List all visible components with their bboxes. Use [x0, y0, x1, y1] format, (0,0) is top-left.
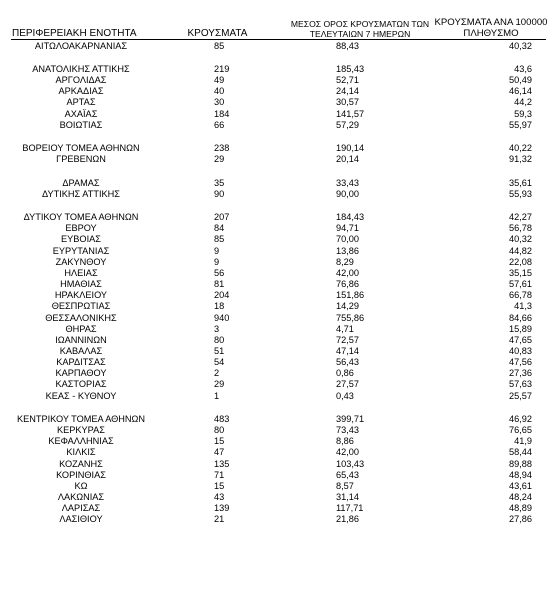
cell-cases-per-100000: 89,88: [509, 458, 532, 469]
cell-cases-per-100000: 40,83: [509, 345, 532, 356]
table-row: [0, 143, 557, 155]
cell-region: ΚΙΛΚΙΣ: [66, 447, 96, 458]
cell-cases-per-100000: 46,14: [509, 86, 532, 97]
cell-weekly-average: 42,00: [336, 447, 359, 458]
cell-cases-per-100000: 48,24: [509, 492, 532, 503]
table-row: [0, 212, 557, 224]
cell-region: ΒΟΙΩΤΙΑΣ: [59, 119, 103, 130]
table-row: [0, 346, 557, 358]
table-row: [0, 109, 557, 121]
cell-region: ΑΡΓΟΛΙΔΑΣ: [55, 75, 107, 86]
cell-cases: 51: [214, 345, 225, 356]
table-row: [0, 357, 557, 369]
cell-weekly-average: 70,00: [336, 234, 359, 245]
cell-weekly-average: 72,57: [336, 334, 359, 345]
cell-cases: 30: [214, 97, 225, 108]
cell-region: ΕΒΡΟΥ: [65, 223, 97, 234]
cell-cases-per-100000: 44,82: [509, 245, 532, 256]
table-row: [0, 189, 557, 201]
cell-cases: 15: [214, 480, 225, 491]
cell-region: ΖΑΚΥΝΘΟΥ: [55, 256, 107, 267]
cell-region: ΚΟΖΑΝΗΣ: [59, 458, 103, 469]
table-row: [0, 178, 557, 190]
cell-cases: 85: [214, 234, 225, 245]
cell-weekly-average: 141,57: [336, 108, 365, 119]
cell-cases-per-100000: 48,94: [509, 469, 532, 480]
table-row: [0, 335, 557, 347]
cell-weekly-average: 33,43: [336, 177, 359, 188]
cell-cases-per-100000: 55,93: [509, 188, 532, 199]
table-row: [0, 379, 557, 391]
cell-cases-per-100000: 47,56: [509, 357, 532, 368]
cell-weekly-average: 20,14: [336, 154, 359, 165]
cell-cases: 43: [214, 492, 225, 503]
cell-cases-per-100000: 56,78: [509, 223, 532, 234]
cell-cases-per-100000: 22,08: [509, 256, 532, 267]
cell-cases: 219: [214, 63, 230, 74]
cell-cases-per-100000: 47,65: [509, 334, 532, 345]
cell-region: ΕΥΡΥΤΑΝΙΑΣ: [52, 245, 110, 256]
table-row: [0, 313, 557, 325]
cell-region: ΚΑΡΠΑΘΟΥ: [55, 368, 107, 379]
header-region-label: ΠΕΡΙΦΕΡΕΙΑΚΗ ΕΝΟΤΗΤΑ: [12, 28, 137, 39]
cell-weekly-average: 4,71: [336, 323, 354, 334]
cell-weekly-average: 190,14: [336, 143, 365, 154]
cell-weekly-average: 88,43: [336, 40, 359, 51]
cell-region: ΕΥΒΟΙΑΣ: [61, 234, 101, 245]
cell-weekly-average: 47,14: [336, 345, 359, 356]
cell-cases: 90: [214, 188, 225, 199]
cell-region: ΚΕΝΤΡΙΚΟΥ ΤΟΜΕΑ ΑΘΗΝΩΝ: [16, 413, 146, 424]
cell-cases-per-100000: 66,78: [509, 290, 532, 301]
cell-cases: 35: [214, 177, 225, 188]
cell-cases-per-100000: 76,65: [509, 425, 532, 436]
cell-weekly-average: 42,00: [336, 267, 359, 278]
cell-cases: 15: [214, 436, 225, 447]
cell-weekly-average: 0,86: [336, 368, 354, 379]
cell-weekly-average: 56,43: [336, 357, 359, 368]
cell-region: ΚΑΡΔΙΤΣΑΣ: [56, 357, 106, 368]
cell-cases: 80: [214, 425, 225, 436]
header-cases-label: ΚΡΟΥΣΜΑΤΑ: [187, 28, 248, 39]
table-row: [0, 234, 557, 246]
table-row: [0, 290, 557, 302]
cell-cases-per-100000: 41,3: [514, 301, 532, 312]
cell-cases-per-100000: 91,32: [509, 154, 532, 165]
cell-cases-per-100000: 57,63: [509, 379, 532, 390]
cell-region: ΚΟΡΙΝΘΙΑΣ: [56, 469, 106, 480]
cell-region: ΘΕΣΣΑΛΟΝΙΚΗΣ: [45, 312, 117, 323]
table-row: [0, 86, 557, 98]
header-weekly-average: [280, 19, 440, 39]
cell-region: ΑΡΤΑΣ: [66, 97, 96, 108]
cell-region: ΘΕΣΠΡΩΤΙΑΣ: [51, 301, 111, 312]
cell-cases-per-100000: 59,3: [514, 108, 532, 119]
cell-region: ΗΛΕΙΑΣ: [64, 267, 98, 278]
cell-weekly-average: 31,14: [336, 492, 359, 503]
table-row: [0, 436, 557, 448]
cell-weekly-average: 8,86: [336, 436, 354, 447]
cell-weekly-average: 52,71: [336, 75, 359, 86]
cell-cases: 54: [214, 357, 225, 368]
cell-cases-per-100000: 43,61: [509, 480, 532, 491]
cell-cases: 47: [214, 447, 225, 458]
table-row: [0, 257, 557, 269]
table-row: [0, 324, 557, 336]
table-row: [0, 481, 557, 493]
cell-weekly-average: 76,86: [336, 279, 359, 290]
table-row: [0, 425, 557, 437]
header-cases-per-100000-line1: ΚΡΟΥΣΜΑΤΑ ΑΝΑ 100000: [434, 17, 548, 28]
cell-region: ΛΑΡΙΣΑΣ: [61, 503, 101, 514]
cell-region: ΔΥΤΙΚΗΣ ΑΤΤΙΚΗΣ: [42, 188, 120, 199]
cell-region: ΔΥΤΙΚΟΥ ΤΟΜΕΑ ΑΘΗΝΩΝ: [23, 212, 139, 223]
cell-cases-per-100000: 41,9: [514, 436, 532, 447]
cell-weekly-average: 65,43: [336, 469, 359, 480]
cell-region: ΚΕΡΚΥΡΑΣ: [57, 425, 105, 436]
cell-weekly-average: 399,71: [336, 413, 365, 424]
table-row: [0, 120, 557, 132]
table-row: [0, 301, 557, 313]
table-row: [0, 368, 557, 380]
table-row: [0, 492, 557, 504]
table-row: [0, 154, 557, 166]
cell-cases: 85: [214, 40, 225, 51]
cell-cases: 483: [214, 413, 230, 424]
cell-region: ΑΙΤΩΛΟΑΚΑΡΝΑΝΙΑΣ: [34, 40, 128, 51]
cell-weekly-average: 21,86: [336, 514, 359, 525]
cell-cases: 21: [214, 514, 225, 525]
cell-region: ΗΡΑΚΛΕΙΟΥ: [54, 290, 108, 301]
cell-cases-per-100000: 40,32: [509, 234, 532, 245]
cell-region: ΓΡΕΒΕΝΩΝ: [56, 154, 106, 165]
cell-cases: 40: [214, 86, 225, 97]
cell-cases: 9: [214, 256, 220, 267]
cell-cases: 71: [214, 469, 225, 480]
table-row: [0, 503, 557, 515]
cell-cases: 238: [214, 143, 230, 154]
table-row: [0, 459, 557, 471]
cell-cases-per-100000: 55,97: [509, 119, 532, 130]
cell-region: ΑΧΑΪΑΣ: [64, 108, 98, 119]
cell-weekly-average: 57,29: [336, 119, 359, 130]
cell-region: ΔΡΑΜΑΣ: [62, 177, 100, 188]
cell-cases-per-100000: 57,61: [509, 279, 532, 290]
table-row: [0, 64, 557, 76]
cell-weekly-average: 185,43: [336, 63, 365, 74]
header-weekly-average-line2: ΤΕΛΕΥΤΑΙΩΝ 7 ΗΜΕΡΩΝ: [309, 29, 411, 39]
cell-cases-per-100000: 84,66: [509, 312, 532, 323]
table-row: [0, 246, 557, 258]
cell-cases: 9: [214, 245, 220, 256]
cell-cases-per-100000: 27,36: [509, 368, 532, 379]
cell-cases: 184: [214, 108, 230, 119]
cell-weekly-average: 13,86: [336, 245, 359, 256]
cell-weekly-average: 103,43: [336, 458, 365, 469]
cell-region: ΚΑΣΤΟΡΙΑΣ: [55, 379, 107, 390]
cell-cases: 135: [214, 458, 230, 469]
cell-cases: 940: [214, 312, 230, 323]
cell-weekly-average: 8,57: [336, 480, 354, 491]
cell-cases: 49: [214, 75, 225, 86]
table-row: [0, 75, 557, 87]
table-row: [0, 41, 557, 53]
cell-region: ΛΑΚΩΝΙΑΣ: [57, 492, 105, 503]
cell-region: ΚΕΑΣ - ΚΥΘΝΟΥ: [45, 390, 117, 401]
table-row: [0, 268, 557, 280]
cell-region: ΛΑΣΙΘΙΟΥ: [59, 514, 103, 525]
cell-cases: 80: [214, 334, 225, 345]
cell-cases: 84: [214, 223, 225, 234]
cell-weekly-average: 30,57: [336, 97, 359, 108]
table-row: [0, 470, 557, 482]
cell-cases: 56: [214, 267, 225, 278]
header-cases-per-100000: [432, 18, 550, 39]
cell-cases: 29: [214, 379, 225, 390]
cell-weekly-average: 73,43: [336, 425, 359, 436]
cell-region: ΙΩΑΝΝΙΝΩΝ: [55, 334, 107, 345]
cell-region: ΚΑΒΑΛΑΣ: [59, 345, 103, 356]
cell-cases-per-100000: 27,86: [509, 514, 532, 525]
cell-cases: 139: [214, 503, 230, 514]
cell-cases-per-100000: 25,57: [509, 390, 532, 401]
cell-cases: 66: [214, 119, 225, 130]
cell-cases: 204: [214, 290, 230, 301]
cell-cases-per-100000: 35,15: [509, 267, 532, 278]
table-row: [0, 414, 557, 426]
cell-region: ΘΗΡΑΣ: [65, 323, 97, 334]
cell-weekly-average: 151,86: [336, 290, 365, 301]
cell-cases: 2: [214, 368, 220, 379]
cell-cases-per-100000: 44,2: [514, 97, 532, 108]
cell-weekly-average: 8,29: [336, 256, 354, 267]
cell-cases: 3: [214, 323, 220, 334]
cell-weekly-average: 184,43: [336, 212, 365, 223]
cell-cases-per-100000: 40,22: [509, 143, 532, 154]
cell-weekly-average: 14,29: [336, 301, 359, 312]
cell-weekly-average: 0,43: [336, 390, 354, 401]
cell-cases: 18: [214, 301, 225, 312]
table-row: [0, 223, 557, 235]
table-row: [0, 514, 557, 526]
cell-cases-per-100000: 58,44: [509, 447, 532, 458]
cell-cases-per-100000: 43,6: [514, 63, 532, 74]
cell-cases-per-100000: 46,92: [509, 413, 532, 424]
cell-weekly-average: 24,14: [336, 86, 359, 97]
header-cases: [180, 29, 255, 40]
table-row: [0, 391, 557, 403]
cell-region: ΑΡΚΑΔΙΑΣ: [58, 86, 104, 97]
cell-cases: 29: [214, 154, 225, 165]
table-row: [0, 447, 557, 459]
table-row: [0, 279, 557, 291]
cell-weekly-average: 755,86: [336, 312, 365, 323]
cell-region: ΒΟΡΕΙΟΥ ΤΟΜΕΑ ΑΘΗΝΩΝ: [22, 143, 140, 154]
cell-weekly-average: 94,71: [336, 223, 359, 234]
cell-region: ΚΕΦΑΛΛΗΝΙΑΣ: [48, 436, 114, 447]
header-weekly-average-line1: ΜΕΣΟΣ ΟΡΟΣ ΚΡΟΥΣΜΑΤΩΝ ΤΩΝ: [290, 19, 430, 29]
cell-cases: 207: [214, 212, 230, 223]
cell-region: ΑΝΑΤΟΛΙΚΗΣ ΑΤΤΙΚΗΣ: [32, 63, 130, 74]
cell-cases-per-100000: 15,89: [509, 323, 532, 334]
cell-weekly-average: 90,00: [336, 188, 359, 199]
cell-cases-per-100000: 42,27: [509, 212, 532, 223]
cell-region: ΗΜΑΘΙΑΣ: [60, 279, 102, 290]
cell-cases-per-100000: 48,89: [509, 503, 532, 514]
cell-cases: 81: [214, 279, 225, 290]
cell-cases: 1: [214, 390, 220, 401]
table-row: [0, 97, 557, 109]
cell-cases-per-100000: 35,61: [509, 177, 532, 188]
header-cases-per-100000-line2: ΠΛΗΘΥΣΜΟ: [463, 27, 519, 39]
cell-region: ΚΩ: [74, 480, 88, 491]
cell-weekly-average: 117,71: [336, 503, 364, 514]
cell-weekly-average: 27,57: [336, 379, 359, 390]
header-region: [12, 29, 146, 40]
cell-cases-per-100000: 40,32: [509, 40, 532, 51]
cell-cases-per-100000: 50,49: [509, 75, 532, 86]
